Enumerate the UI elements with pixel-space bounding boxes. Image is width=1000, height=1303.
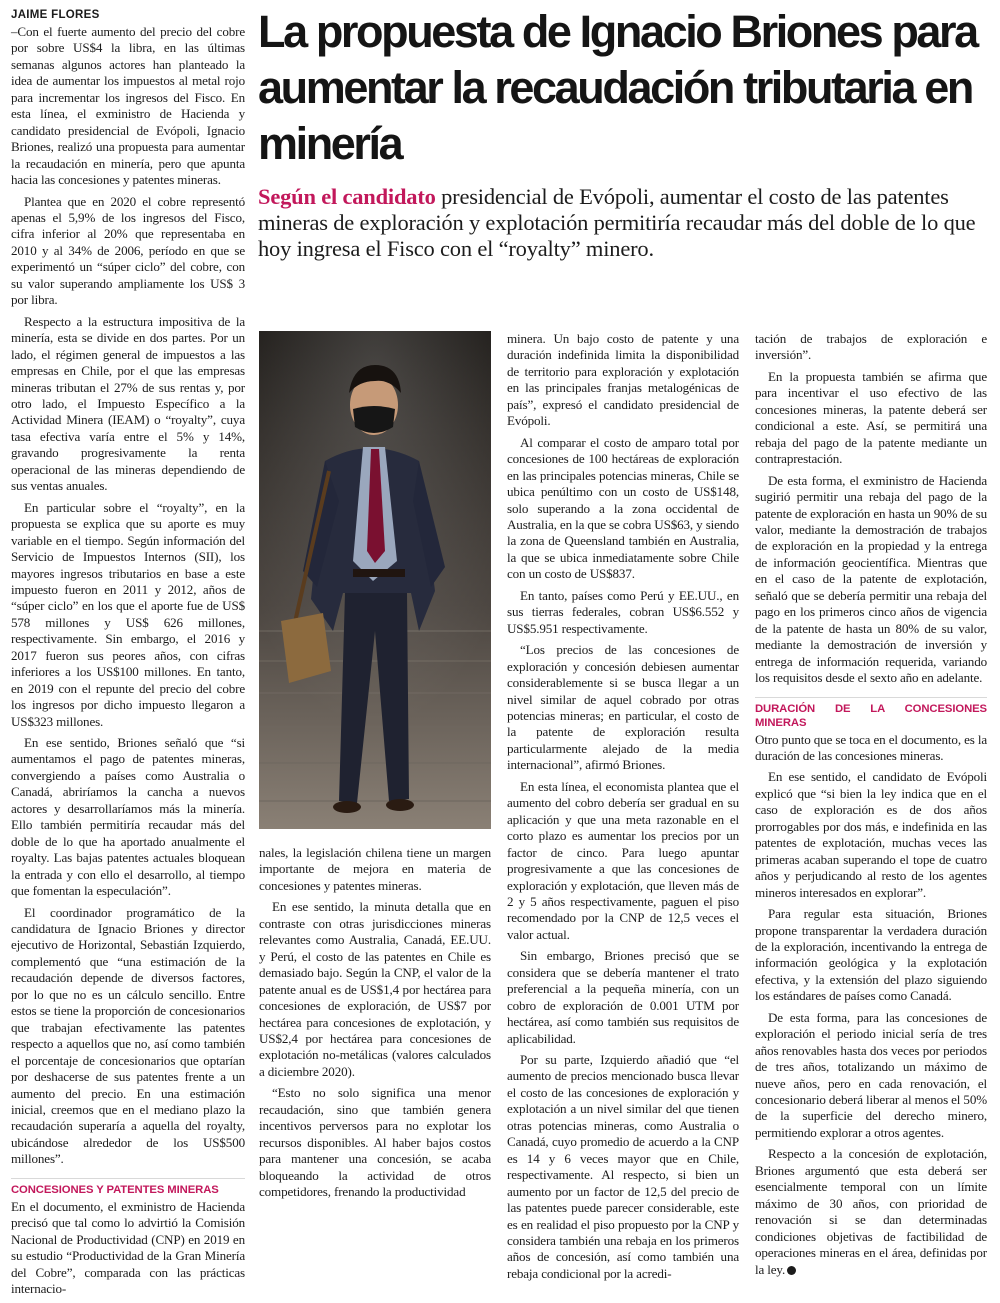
subhead-duracion: DURACIÓN DE LA CONCESIONES MINERAS bbox=[755, 697, 987, 730]
paragraph: –Con el fuerte aumento del precio del cobre por sobre US$4 la libra, en las últimas semanas algunos actores han planteado la idea de aumentar los impuestos al metal rojo para incrementar los ingresos del Fisco. En esta línea, el exministro de Hacienda y candidato presidencial de Evópoli, Ignacio Briones, realizó una propuesta para aumentar la recaudación en minería, pero que apunta hacia las concesiones y patentes mineras. bbox=[11, 24, 245, 188]
paragraph: “Esto no solo significa una menor recaudación, sino que también genera incentivos perversos para no explotar los recursos disponibles. Al haber bajos costos para mantener una concesión, se acaba bloqueando la actividad de otros competidores, frenando la productividad bbox=[259, 1085, 491, 1200]
paragraph: nales, la legislación chilena tiene un margen importante de mejora en materia de concesiones y patentes mineras. bbox=[259, 845, 491, 893]
paragraph: De esta forma, para las concesiones de exploración el periodo inicial sería de tres años renovables hasta dos veces por periodos de tres años, totalizando un máximo de nueve años, pero en cada renovación, el concesionario deberá liberar al menos el 50% de la superficie del derecho minero, permitiendo explorar a otros agentes. bbox=[755, 1009, 987, 1140]
deck-text: presidencial de Evópoli, aumentar el costo de las patentes mineras de exploración y explotación permitiría recaudar más del doble de lo que hoy ingresa el Fisco con el “royalty” minero. bbox=[258, 184, 976, 261]
column-3 bbox=[507, 331, 739, 1287]
paragraph: Sin embargo, Briones precisó que se considera que se debería mantener el trato preferencial a la pequeña minería, con un cobro de exploración de 0.001 UTM por hectárea, así como también sus requisitos de aplicabilidad. bbox=[507, 948, 739, 1046]
paragraph: Respecto a la estructura impositiva de la minería, esta se divide en dos partes. Por un lado, el régimen general de impuestos a las empresas en Chile, por el que las empresas mineras tributan el 27% de sus rentas y, por otro lado, el Impuesto Específico a la Actividad Minera (IEAM) o “royalty”, cuya tasa efectiva varía entre el 5% y 14%, gravando progresivamente la renta operacional de las mineras dependiendo de sus ventas anuales. bbox=[11, 313, 245, 494]
byline: JAIME FLORES bbox=[11, 9, 100, 21]
paragraph: Al comparar el costo de amparo total por concesiones de 100 hectáreas de exploración en las principales potencias mineras, Chile se ubica penúltimo con un costo de US$148, solo superando a la zona occidental de Australia, en la que se cobra US$63, y siendo la zona de Queensland también en Australia, la que se ubica inmediatamente sobre Chile con un costo de US$837. bbox=[507, 434, 739, 582]
end-of-article-mark-icon bbox=[787, 1266, 796, 1275]
paragraph: Para regular esta situación, Briones propone transparentar la verdadera duración de la exploración, incentivando la entrega de información geológica y la explotación efectiva, y la extensión del plazo siguiendo los estándares de países como Canadá. bbox=[755, 906, 987, 1004]
column-4 bbox=[755, 331, 987, 1283]
paragraph: En ese sentido, Briones señaló que “si aumentamos el pago de patentes mineras, convergiendo a países como Australia o Canadá, abriríamos la cancha a nuevos actores y desarrollaríamos más la minería. Ello también permitiría recaudar más del doble de lo que ha aportado anualmente el royalty. Las bajas patentes actuales bloquean la entrada y con ello el desarrollo, al tiempo que fomentan la especulación”. bbox=[11, 735, 245, 899]
paragraph bbox=[755, 1146, 987, 1278]
paragraph: De esta forma, el exministro de Hacienda sugirió permitir una rebaja del pago de la patente de exploración en hasta un 90% de su valor, mediante la demostración de trabajos de exploración en la propiedad y la entrega de información geocientífica. Mientras que en el caso de la patente de explotación, señaló que se debería permitir una rebaja del pago en los primeros cinco años de vigencia de la patente de hasta un 80% de su valor, mediante la demostración de inversión y entrega de información requerida, variando los requisitos desde el sexto año en adelante. bbox=[755, 472, 987, 686]
column-2 bbox=[259, 845, 491, 1206]
deck-lead: Según el candidato bbox=[258, 184, 436, 209]
paragraph: En tanto, países como Perú y EE.UU., en sus tierras federales, cobran US$6.552 y US$5.951 respectivamente. bbox=[507, 587, 739, 636]
paragraph: Plantea que en 2020 el cobre representó apenas el 5,9% de los ingresos del Fisco, cifra inferior al 20% que representaba en 2010 y al 34% de 2006, período en que se experimentó un “súper ciclo” del cobre, con su valor superando ampliamente los US$ 3 por libra. bbox=[11, 193, 245, 308]
paragraph: minera. Un bajo costo de patente y una duración indefinida limita la disponibilidad de territorio para exploración y explotación en las principales franjas metalogénicas de país”, expresó el candidato presidencial de Evópoli. bbox=[507, 331, 739, 429]
final-paragraph-text: Respecto a la concesión de explotación, Briones argumentó que esta deberá ser esencialmente temporal con un límite máximo de 30 años, con prioridad de renovación si se dan determinadas condiciones objetivas de factibilidad de operaciones mineras en el área, definidas por la ley. bbox=[755, 1146, 987, 1277]
column-1 bbox=[11, 8, 245, 1303]
photo-ignacio-briones bbox=[259, 331, 491, 829]
paragraph: En ese sentido, el candidato de Evópoli explicó que “si bien la ley indica que en el caso de exploración es de dos años prorrogables por dos más, e indefinida en las patentes de explotación, muchas veces las primeras acaban superando el tope de cuatro años y perjudicando al resto de los agentes mineros interesados en explorar”. bbox=[755, 769, 987, 900]
paragraph: tación de trabajos de exploración e inversión”. bbox=[755, 331, 987, 363]
paragraph: Otro punto que se toca en el documento, es la duración de las concesiones mineras. bbox=[755, 731, 987, 763]
paragraph: En la propuesta también se afirma que para incentivar el uso efectivo de las concesiones mineras, la patente deberá ser condicional a este. Así, se permitirá una rebaja del pago de la patente mediante un contraprestación. bbox=[755, 368, 987, 467]
paragraph: En esta línea, el economista plantea que el aumento del cobro debería ser gradual en su aplicación y que una meta razonable en el corto plazo es aumentar los precios por un factor de cinco. Para luego apuntar progresivamente a que las concesiones de exploración y explotación, que lleven más de 2 y 5 años respectivamente, paguen el piso recomendado por la CNP de 12,5 veces el valor actual. bbox=[507, 778, 739, 942]
paragraph: En el documento, el exministro de Hacienda precisó que tal como lo advirtió la Comisión Nacional de Productividad (CNP) en 2019 en su estudio “Productividad de la Gran Minería del Cobre”, comparada con las prácticas internacio- bbox=[11, 1198, 245, 1297]
paragraph: En particular sobre el “royalty”, en la propuesta se explica que su aporte es muy variable en el tiempo. Según información del Servicio de Impuestos Internos (SII), los mayores ingresos tributarios en base a este impuesto fueron en 2011 y 2012, años de “súper ciclo” en los que el aporte fue de US$ 578 millones y US$ 626 millones, respectivamente. Sin embargo, el 2016 y 2017 fueron sus peores años, con cifras inferiores a los US$100 millones. En tanto, en 2019 con el repunte del precio del cobre los ingresos por dicho impuesto llegaron a US$323 millones. bbox=[11, 499, 245, 729]
paragraph: El coordinador programático de la candidatura de Ignacio Briones y director ejecutivo de Horizontal, Sebastián Izquierdo, complementó que “una estimación de la recaudación depende de diversos factores, por lo que no es un cálculo sencillo. Entre estos se tiene la proporción de concesionarios que trabajan efectivamente las patentes respecto a aquellos que no, así como también el porcentaje de concesionarios que optarían por deshacerse de sus patentes frente a un aumento del precio. En una estimación inicial, creemos que en el mediano plazo la recaudación superaría a aquella del royalty, ubicándose alrededor de los US$500 millones”. bbox=[11, 904, 245, 1167]
paragraph: En ese sentido, la minuta detalla que en contraste con otras jurisdicciones mineras relevantes como Australia, Canadá, EE.UU. y Perú, el costo de las patentes en Chile es demasiado bajo. Según la CNP, el valor de la patente anual es de US$1,4 por hectárea para concesiones de exploración, de US$7 por hectárea para concesiones de explotación, y US$2,4 por hectárea para concesiones de explotación no-metálicas (valores calculados a diciembre 2020). bbox=[259, 899, 491, 1079]
paragraph: “Los precios de las concesiones de exploración y concesión debiesen aumentar considerablemente si se busca llegar a un nivel similar de aquel cobrado por otras potencias mineras; en particular, el costo de la patente de exploración resulta particularmente alejado de la media internacional”, afirmó Briones. bbox=[507, 642, 739, 773]
paragraph: Por su parte, Izquierdo añadió que “el aumento de precios mencionado busca llevar el costo de las concesiones de exploración y explotación a un nivel similar del que tienen otras potencias mineras, como Australia o Canadá, cuyo promedio de acuerdo a la CNP es 14 y 6 veces mayor que en Chile, respectivamente. Al respecto, si bien un aumento por un factor de 12,5 del precio de las patentes puede parecer considerable, este es en realidad el piso propuesto por la CNP y considera también una rebaja en los primeros años de concesión, así como también una rebaja condicional por la acredi- bbox=[507, 1052, 739, 1281]
deck bbox=[258, 184, 993, 262]
subhead-concesiones: CONCESIONES Y PATENTES MINERAS bbox=[11, 1178, 245, 1197]
headline: La propuesta de Ignacio Briones para aumentar la recaudación tributaria en minería bbox=[258, 6, 977, 169]
